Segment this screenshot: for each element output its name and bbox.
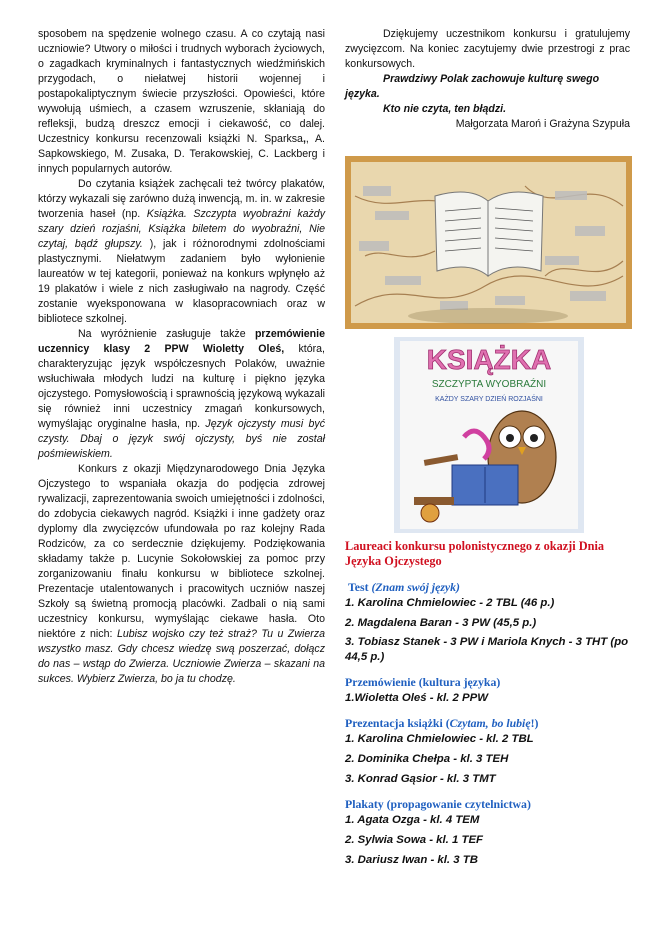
winner-item: 2. Dominika Chełpa - kl. 3 TEH <box>345 753 509 765</box>
quote-2: Kto nie czyta, ten błądzi. <box>383 103 507 115</box>
paragraph-reading: sposobem na spędzenie wolnego czasu. A co czytają nasi uczniowie? Utwory o miłości i trudnych wyborach życiowych, o zagadkach kryminalnych i fantastycznych wiedźmińskich przygodach, o niełatwej historii wojennej i postapokaliptycznym świecie przyszłości. Opowieści, które wywołują uśmiech, a czasem wzruszenie, skłaniają do refleksji, budzą dreszcz emocji i ciekawość, co dalej. Uczestnicy konkursu recenzowali książki N. Sparksa,, A. Sapkowskiego, M. Zusaka, D. Terakowskiej, C. Lackberg i innych popularnych autorów. <box>38 28 325 175</box>
poster-photo <box>394 337 584 533</box>
right-column-text <box>345 27 630 132</box>
winner-item: 1. Karolina Chmielowiec - kl. 2 TBL <box>345 733 534 745</box>
laureates-title: Laureaci konkursu polonistycznego z okazji Dnia Języka Ojczystego <box>345 539 605 568</box>
category-speech: Przemówienie (kultura języka) <box>345 675 501 689</box>
winner-item: 3. Dariusz Iwan - kl. 3 TB <box>345 854 478 866</box>
book-display-photo <box>345 156 632 329</box>
category-book-presentation: Prezentacja książki (Czytam, bo lubię!) <box>345 716 539 730</box>
paragraph-contest-summary: Konkurs z okazji Międzynarodowego Dnia Języka Ojczystego to wspaniała okazja do podjęcia zdrowej rywalizacji, zaprezentowania swoich umiejętności i zdolności, do zdobycia ciekawych nagród. Książki i inne gadżety oraz dyplomy dla zwycięzców ufundowała po raz kolejny Rada Rodziców, za co serdecznie dziękujemy. Podziękowania składamy także p. Lucynie Sokołowskiej za pomoc przy zorganizowaniu finału konkursu w bibliotece szkolnej. Prezentacje utalentowanych i pracowitych uczniów naszej Szkoły są świetną promocją placówki. Zadbali o nią sami uczestnicy konkursu, wymyślając ciekawe hasła. Oto niektóre z nich: Lubisz wojsko czy też straż? Tu u Zwierza wszystko masz. Gdy chcesz wiedzę swą poszerzać, dołącz do nas – wstąp do Zwierza. Uczniowie Zwierza – skazani na sukces. Wybierz Zwierza, bo ja tu chodzę. <box>38 463 326 685</box>
poster-title: KSIĄŻKA <box>426 344 552 375</box>
signature: Małgorzata Maroń i Grażyna Szypuła <box>455 118 630 130</box>
paragraph-speech: Na wyróżnienie zasługuje także przemówienie uczennicy klasy 2 PPW Wioletty Oleś, która, charakteryzując język współczesnych Polaków, uważnie wsłuchiwała młodych ludzi na kulturę i piękno języka ojczystego. Pomysłowością i sprawnością językową wykazali się również inni uczestnicy zmagań konkursowych, wymyślając oryginalne hasła, np. Język ojczysty musi być czysty. Dbaj o język swój ojczysty, byś nie został pośmiewiskiem. <box>38 328 326 460</box>
winner-item: 1.Wioletta Oleś - kl. 2 PPW <box>345 692 488 704</box>
winner-item: 2. Magdalena Baran - 3 PW (45,5 p.) <box>345 617 537 629</box>
winner-item: 2. Sylwia Sowa - kl. 1 TEF <box>345 834 484 846</box>
winner-item: 3. Konrad Gąsior - kl. 3 TMT <box>345 773 496 785</box>
laureates-section <box>345 539 635 869</box>
winner-item: 3. Tobiasz Stanek - 3 PW i Mariola Knych - 3 THT (po 44,5 p.) <box>345 636 629 663</box>
winner-item: 1. Karolina Chmielowiec - 2 TBL (46 p.) <box>345 597 555 609</box>
paragraph-posters: Do czytania książek zachęcali też twórcy plakatów, którzy wykazali się zarówno dużą inwencją, m. in. w zakresie tworzenia haseł (np. Książka. Szczypta wyobraźni każdy szary dzień rozjaśni, Książka biletem do wyobraźni, Nie czytaj, bądź głupszy. ), jak i różnorodnymi zdolnościami plastycznymi. Niełatwym zadaniem było wyłonienie laureatów w tej kategorii, ponieważ na konkurs wpłynęło aż 19 plakatów i wiele z nich zasługiwało na nagrody. Część zostanie wyeksponowana w klasopracowniach oraz w bibliotece szkolnej. <box>38 178 325 325</box>
category-test: Test (Znam swój język) <box>348 580 460 594</box>
poster-line-1: SZCZYPTA WYOBRAŹNI <box>431 379 547 390</box>
left-column <box>38 27 325 687</box>
poster-line-2: KAŻDY SZARY DZIEŃ ROZJAŚNI <box>435 396 543 403</box>
thanks-paragraph: Dziękujemy uczestnikom konkursu i gratulujemy zwycięzcom. Na koniec zacytujemy dwie przestrogi z prac konkursowych. <box>345 28 630 70</box>
winner-item: 1. Agata Ozga - kl. 4 TEM <box>345 814 480 826</box>
quote-1: Prawdziwy Polak zachowuje kulturę swego języka. <box>345 73 600 100</box>
category-posters: Plakaty (propagowanie czytelnictwa) <box>345 797 531 811</box>
